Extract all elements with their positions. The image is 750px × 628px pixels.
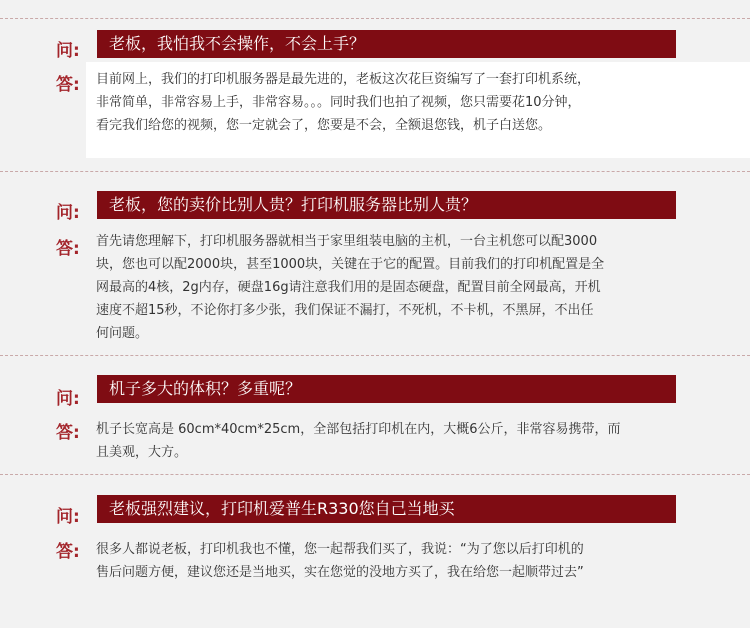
answer-line: 目前网上，我们的打印机服务器是最先进的，老板这次花巨资编写了一套打印机系统，	[96, 72, 591, 87]
answer-label: 答:	[56, 75, 80, 95]
section-divider	[0, 171, 750, 172]
answer-line: 网最高的4核，2g内存，硬盘16g请注意我们用的是固态硬盘，配置目前全网最高，开机	[96, 280, 601, 295]
answer-label: 答:	[56, 542, 80, 562]
answer-line: 首先请您理解下，打印机服务器就相当于家里组装电脑的主机，一台主机您可以配3000	[96, 234, 598, 249]
answer-line: 何问题。	[96, 326, 149, 341]
answer-line: 看完我们给您的视频，您一定就会了，您要是不会，全额退您钱，机子白送您。	[96, 118, 552, 133]
section-divider	[0, 355, 750, 356]
question-bar: 老板，我怕我不会操作，不会上手？	[97, 30, 676, 58]
answer-line: 很多人都说老板，打印机我也不懂，您一起帮我们买了，我说：“为了您以后打印机的	[96, 542, 584, 557]
answer-text	[86, 62, 750, 158]
answer-text	[86, 532, 750, 584]
answer-line: 机子长宽高是 60cm*40cm*25cm，全部包括打印机在内，大概6公斤，非常容易携带，而	[96, 422, 621, 437]
question-label: 问:	[56, 41, 80, 61]
question-bar: 机子多大的体积？多重呢？	[97, 375, 676, 403]
answer-text	[86, 224, 750, 345]
question-label: 问:	[56, 389, 80, 409]
answer-line: 且美观，大方。	[96, 445, 188, 460]
question-bar: 老板，您的卖价比别人贵？打印机服务器比别人贵？	[97, 191, 676, 219]
answer-label: 答:	[56, 423, 80, 443]
answer-line: 块，您也可以配2000块，甚至1000块，关键在于它的配置。目前我们的打印机配置是全	[96, 257, 605, 272]
section-divider	[0, 18, 750, 19]
answer-line: 非常简单，非常容易上手，非常容易。。。同时我们也拍了视频，您只需要花10分钟，	[96, 95, 581, 110]
question-label: 问:	[56, 507, 80, 527]
section-divider	[0, 474, 750, 475]
question-label: 问:	[56, 203, 80, 223]
question-bar: 老板强烈建议，打印机爱普生R330您自己当地买	[97, 495, 676, 523]
answer-line: 售后问题方便，建议您还是当地买，实在您觉的没地方买了，我在给您一起顺带过去”	[96, 565, 584, 580]
answer-label: 答:	[56, 239, 80, 259]
answer-line: 速度不超15秒，不论你打多少张，我们保证不漏打，不死机，不卡机，不黑屏，不出任	[96, 303, 594, 318]
answer-text	[86, 412, 750, 464]
